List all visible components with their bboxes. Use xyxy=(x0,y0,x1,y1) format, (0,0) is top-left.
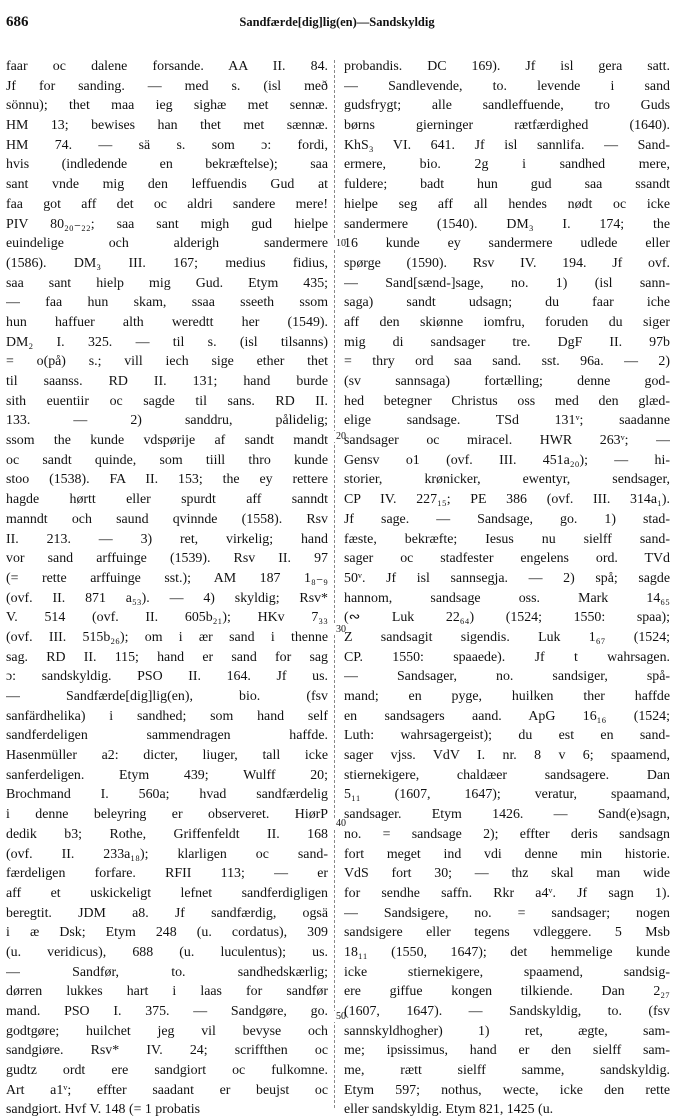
text-line: V. 514 (ovf. II. 605b₂₁); HKv 7₃₃ xyxy=(6,610,328,626)
text-line: (= rette arffuinge sst.); AM 187 1₈₋₉ xyxy=(6,570,328,586)
text-line: sandermere (1540). DM₃ I. 174; the xyxy=(344,216,670,232)
text-line: 18₁₁ (1550, 1647); det hemmelige kunde xyxy=(344,944,670,960)
line-number-50: 50 xyxy=(336,1011,346,1022)
text-line: sandsager oc miracel. HWR 263ᵛ; — xyxy=(344,433,670,449)
line-number-30: 30 xyxy=(336,624,346,635)
text-line: sannskyldhogher) 1) ret, ægte, sam- xyxy=(344,1023,670,1039)
text-line: beregtit. JDM a8. Jf sandfærdig, ogsä xyxy=(6,905,328,921)
line-number-10: 10 xyxy=(336,238,346,249)
text-line: spørge (1590). Rsv IV. 194. Jf ovf. xyxy=(344,255,670,271)
text-line: ɔ: sandskyldig. PSO II. 164. Jf us. xyxy=(6,669,328,685)
text-line: godtgøre; huilchet jeg vil bevyse och xyxy=(6,1023,328,1039)
text-line: — Sandsager, no. sandsiger, spå- xyxy=(344,669,670,685)
text-line: — faa hun skam, ssaa sseeth ssom xyxy=(6,295,328,311)
column-divider xyxy=(334,60,335,1108)
text-line: VdS fort 30; — thz skal man wide xyxy=(344,866,670,882)
text-line: CP IV. 227₁₅; PE 386 (ovf. III. 314a₁). xyxy=(344,492,670,508)
text-line: ere giffue kongen tilkiende. Dan 2₂₇ xyxy=(344,984,670,1000)
text-line: oc sandt quinde, som tiill thro kunde xyxy=(6,452,328,468)
text-line: stiernekigere, chaldæer sandsagere. Dan xyxy=(344,767,670,783)
text-line: — Sandlevende, to. levende i sand xyxy=(344,78,670,94)
text-line: for sendhe saffn. Rkr a4ᵛ. Jf sagn 1). xyxy=(344,885,670,901)
text-line: sant vnde mig den leffuendis Gud at xyxy=(6,177,328,193)
text-line: (ovf. II. 233a₁₈); klarligen oc sand- xyxy=(6,846,328,862)
text-line: Jf sage. — Sandsage, go. 1) stad- xyxy=(344,511,670,527)
text-line: mig di sandsager tre. DgF II. 97b xyxy=(344,334,670,350)
text-line: (ovf. II. 871 a₅₃). — 4) skyldig; Rsv* xyxy=(6,590,328,606)
text-line: no. = sandsage 2); effter deris sandsagn xyxy=(344,826,670,842)
text-line: KhS₃ VI. 641. Jf isl sannlifa. — Sand- xyxy=(344,137,670,153)
text-line: storier, krønicker, ewentyr, sendsager, xyxy=(344,472,670,488)
text-line: en sandsagers aand. ApG 16₁₆ (1524; xyxy=(344,708,670,724)
text-line: (u. veridicus), 688 (u. luculentus); us. xyxy=(6,944,328,960)
running-title: Sandfærde[dig]lig(en)—Sandskyldig xyxy=(239,15,435,29)
text-line: — Sandsigere, no. = sandsager; nogen xyxy=(344,905,670,921)
text-line: HM 74. — sä s. som ɔ: fordi, xyxy=(6,137,328,153)
text-line: ssom the kunde vdspørije af sandt mandt xyxy=(6,433,328,449)
text-line: Brochmand I. 560a; hvad sandfærdelig xyxy=(6,787,328,803)
text-line: faa got aff det oc aldri sandere mere! xyxy=(6,196,328,212)
text-line: eller sandskyldig. Etym 821, 1425 (u. xyxy=(344,1102,554,1118)
text-line: PIV 80₂₀₋₂₂; saa sant migh gud hielpe xyxy=(6,216,328,232)
text-line: sandsigere eller tegens vdleggere. 5 Msb xyxy=(344,925,670,941)
text-line: saa sant hielp mig Gud. Etym 435; xyxy=(6,275,328,291)
text-line: icke stiernekigere, spaamend, sandsig- xyxy=(344,964,670,980)
text-line: hagde hørtt eller spurdt aff sanndt xyxy=(6,492,328,508)
text-line: (1586). DM₃ III. 167; medius fidius, xyxy=(6,255,328,271)
text-line: hun haffuer alth weredtt her (1549). xyxy=(6,314,328,330)
text-line: elige sandsage. TSd 131ᵛ; saadanne xyxy=(344,413,670,429)
text-line: (ovf. III. 515b₂₆); om i ær sand i thenne xyxy=(6,629,328,645)
text-line: ermere, bio. 2g i sandhed mere, xyxy=(344,157,670,173)
text-line: me; ipsissimus, hand er den sielff sam- xyxy=(344,1043,670,1059)
text-line: hannom, sandsage oss. Mark 14₆₅ xyxy=(344,590,670,606)
text-line: dedik b3; Rothe, Griffenfeldt II. 168 xyxy=(6,826,328,842)
text-line: til saanss. RD II. 131; hand burde xyxy=(6,374,328,389)
text-line: sith euentiir oc sagde til sans. RD II. xyxy=(6,393,328,409)
text-line: me, rætt sielff samme, sandskyldig. xyxy=(344,1063,670,1079)
text-line: i æ Dsk; Etym 248 (u. cordatus), 309 xyxy=(6,925,328,941)
text-line: Luth: wahrsagergeist); du est en sand- xyxy=(344,728,670,744)
text-line: sandsager. Etym 1426. — Sand(e)sagn, xyxy=(344,807,670,823)
text-line: færdeligen forfare. RFII 113; — er xyxy=(6,866,328,882)
text-line: 16 kunde ey sandermere udlede eller xyxy=(344,236,670,252)
text-line: mand; en pyge, huilken ther haffde xyxy=(344,689,670,704)
text-line: Z sandsagit sigendis. Luk 1₆₇ (1524; xyxy=(344,629,670,645)
text-line: vor sand arffuinge (1539). Rsv II. 97 xyxy=(6,551,328,567)
text-line: manndt och saund qvinnde (1558). Rsv xyxy=(6,511,328,527)
right-column xyxy=(344,57,670,1120)
text-line: sandgiøre. Rsv* IV. 24; scriffthen oc xyxy=(6,1043,328,1059)
text-line: II. 213. — 3) ret, virkelig; hand xyxy=(6,531,328,547)
text-line: = o(på) s.; vill iech sige ether thet xyxy=(6,354,328,370)
text-line: — Sandfør, to. sandhedskærlig; xyxy=(6,964,328,980)
text-line: Hasenmüller a2: dicter, liuger, tall icke xyxy=(6,748,328,764)
text-line: sandgiort. Hvf V. 148 (= 1 probatis xyxy=(6,1102,201,1118)
text-line: sönnu); thet maa ieg sighæ met sennæ. xyxy=(6,98,328,114)
text-line: 133. — 2) sanddru, pålidelig; xyxy=(6,413,328,429)
text-line: sag. RD II. 115; hand er sand for sag xyxy=(6,649,328,665)
text-line: — Sand[sænd-]sage, no. 1) (isl sann- xyxy=(344,275,670,291)
text-line: sandferdeligen sammendragen haffde. xyxy=(6,728,328,744)
text-line: 50ᵛ. Jf isl sannsegja. — 2) spå; sagde xyxy=(344,570,670,586)
text-line: Etym 597; nothus, wecte, icke den rette xyxy=(344,1082,670,1098)
text-line: mand. PSO I. 375. — Sandgøre, go. xyxy=(6,1004,328,1019)
left-column xyxy=(6,57,328,1120)
text-line: = thry ord saa sand. sst. 96a. — 2) xyxy=(344,354,670,370)
text-line: Gensv o1 (ovf. III. 451a₂₀); — hi- xyxy=(344,452,670,468)
text-line: stoo (1538). FA II. 153; the ey rettere xyxy=(6,472,328,488)
text-line: euindelige och alderigh sandermere xyxy=(6,236,328,252)
text-line: Art a1ᵛ; effter saadant er beujst oc xyxy=(6,1082,328,1098)
page-header xyxy=(0,0,674,40)
text-line: hielpe seg aff all hendes nødt oc icke xyxy=(344,196,670,212)
text-line: hed betegner Christus oss med den glæd- xyxy=(344,393,670,409)
text-line: Jf for sanding. — med s. (isl með xyxy=(6,78,328,94)
text-line: (∾ Luk 22₆₄) (1524; 1550: spaa); xyxy=(344,610,670,626)
text-line: sager vjss. VdV I. nr. 8 v 6; spaamend, xyxy=(344,748,670,764)
text-line: (sv sannsaga) fortælling; denne god- xyxy=(344,374,670,389)
page-number: 686 xyxy=(6,14,29,30)
text-line: sanfärdhelika) i sandhed; som hand self xyxy=(6,708,328,724)
text-line: saga) sandt udsagn; du faar iche xyxy=(344,295,670,311)
text-line: fort meget ind vdi denne min historie. xyxy=(344,846,670,862)
text-line: fæste, bekræfte; Iesus nu sielff sand- xyxy=(344,531,670,547)
text-line: — Sandfærde[dig]lig(en), bio. (fsv xyxy=(6,689,328,704)
text-line: børns gierninger rætfærdighed (1640). xyxy=(344,118,670,134)
text-line: sager oc stadfester engelens ord. TVd xyxy=(344,551,670,567)
text-line: (1607, 1647). — Sandskyldig, to. (fsv xyxy=(344,1004,670,1019)
text-line: gudsfrygt; alle sandleffuende, tro Guds xyxy=(344,98,670,114)
text-line: CP. 1550: spaaede). Jf t wahrsagen. xyxy=(344,649,670,665)
text-line: aff den skiønne iomfru, foruden du siger xyxy=(344,314,670,330)
text-line: faar oc dalene forsande. AA II. 84. xyxy=(6,59,328,74)
text-line: probandis. DC 169). Jf isl gera satt. xyxy=(344,59,670,74)
text-line: HM 13; bewises han thet met sænnæ. xyxy=(6,118,328,134)
text-line: aff et uskickeligt lefnet sandferdigligen xyxy=(6,885,328,901)
text-line: dørren lukkes hart i laas for sandfør xyxy=(6,984,328,1000)
line-number-40: 40 xyxy=(336,818,346,829)
text-line: hvis (indledende en bekræftelse); saa xyxy=(6,157,328,173)
text-line: 5₁₁ (1607, 1647); veratur, spaamand, xyxy=(344,787,670,803)
text-line: gudtz ordt ere sandgiort oc fulkomne. xyxy=(6,1063,328,1079)
text-line: DM₂ I. 325. — til s. (isl tilsanns) xyxy=(6,334,328,350)
text-line: sanferdeligen. Etym 439; Wulff 20; xyxy=(6,767,328,783)
line-number-20: 20 xyxy=(336,431,346,442)
text-line: i denne beleyring er observeret. HiørP xyxy=(6,807,328,823)
text-line: fuldere; badt hun gud saa ssandt xyxy=(344,177,670,193)
